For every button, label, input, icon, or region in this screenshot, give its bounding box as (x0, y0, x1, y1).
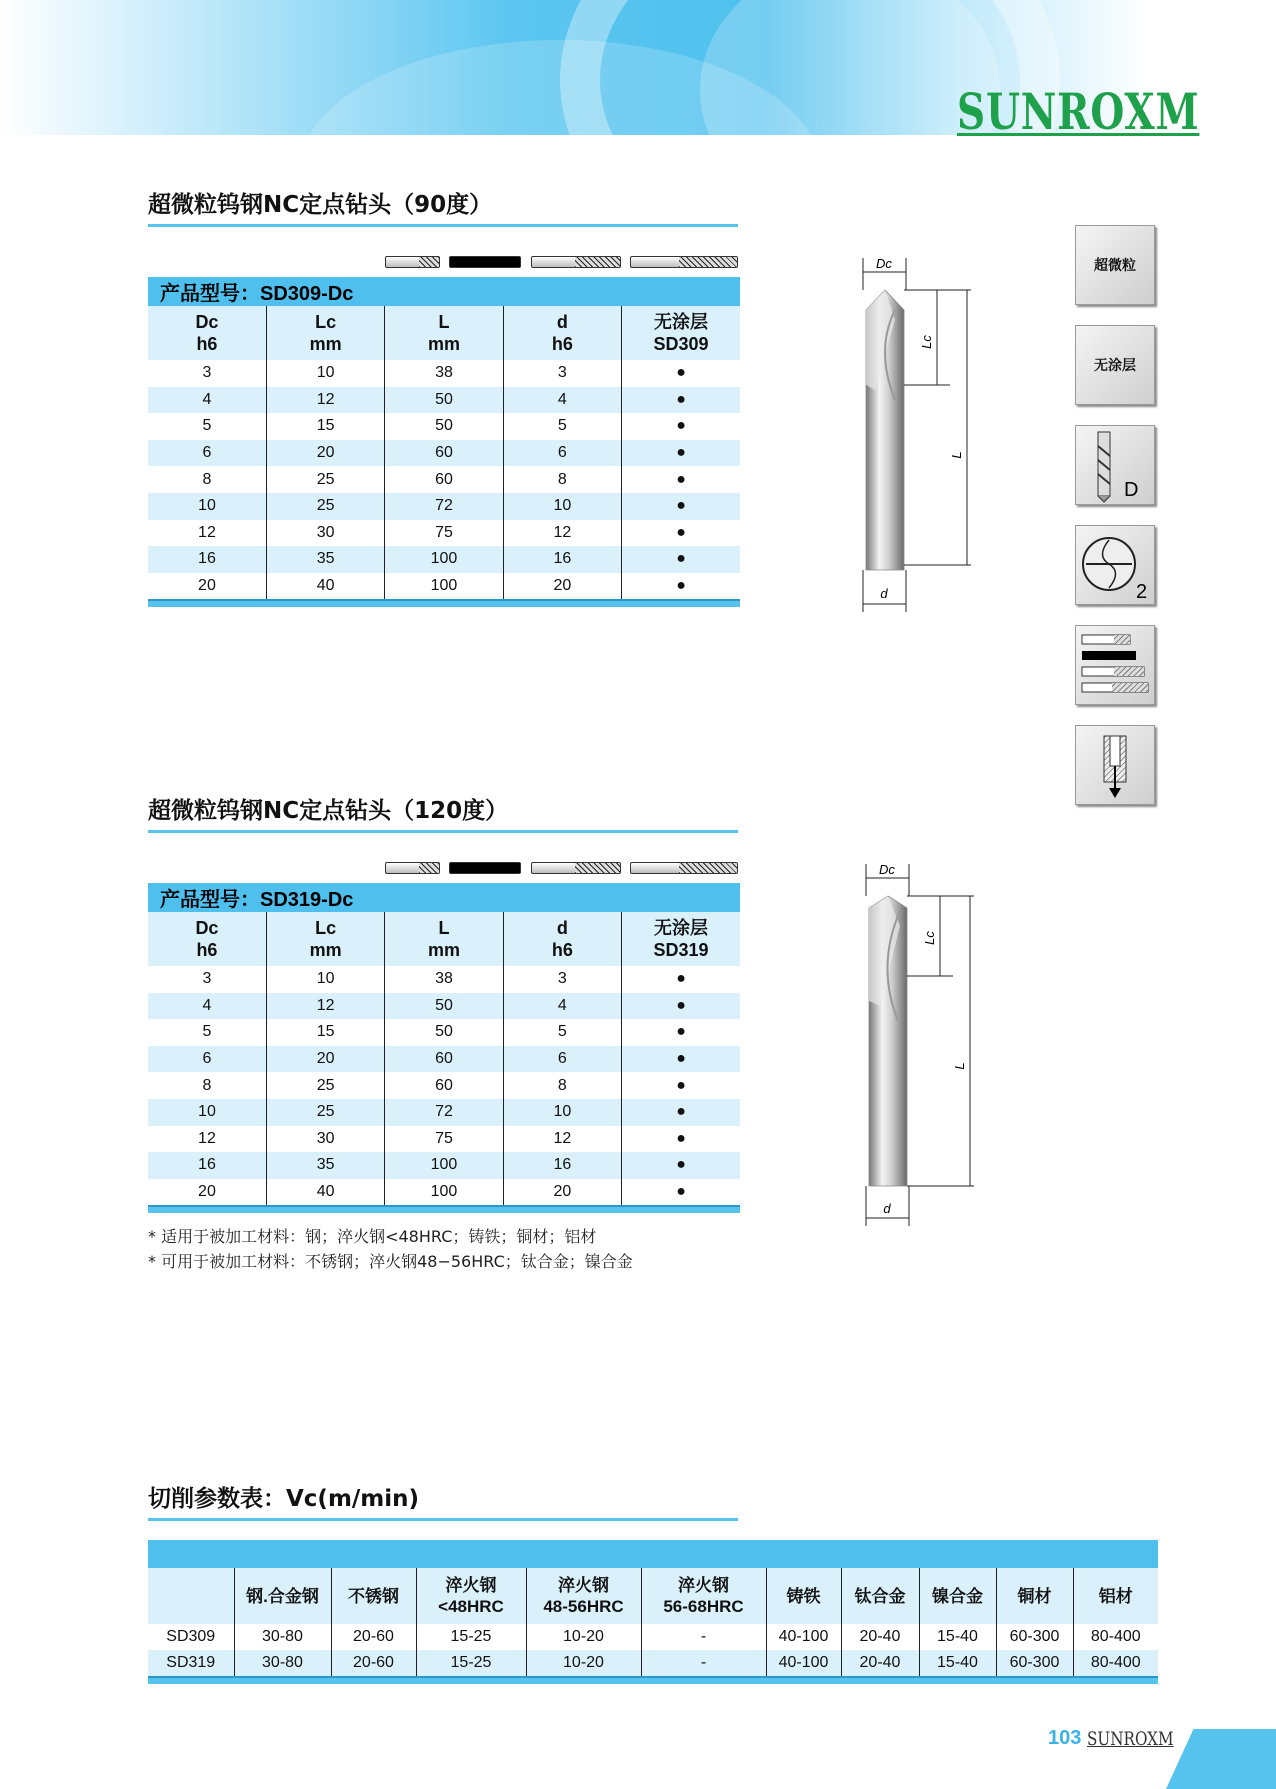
table-cell: 5 (503, 1019, 621, 1046)
table-cell: 20 (503, 573, 621, 600)
table-cell: 25 (266, 466, 384, 493)
table-row (148, 466, 740, 493)
table-cell: 6 (148, 440, 266, 467)
drill-drawing-90 (855, 250, 985, 620)
material-bars (385, 862, 740, 876)
table-cell: 75 (385, 1126, 503, 1153)
table-cell: 4 (148, 993, 266, 1020)
table-cell: 100 (385, 1179, 503, 1206)
material-bars (385, 256, 740, 270)
corner-decoration (1166, 1729, 1276, 1789)
table-cell: 72 (385, 1099, 503, 1126)
column-header: 铸铁 (766, 1568, 841, 1624)
table-cell: 10-20 (526, 1650, 641, 1676)
table-cell: ● (622, 360, 740, 387)
label-d: d (880, 586, 888, 601)
table-cell: 38 (385, 966, 503, 993)
cutting-title: 切削参数表：Vc(m/min) (148, 1486, 420, 1512)
product-table-sd319 (148, 883, 740, 1213)
section-title-120: 超微粒钨钢NC定点钻头（120度） (148, 798, 509, 824)
table-cell: 5 (148, 413, 266, 440)
table-cell: 6 (503, 440, 621, 467)
column-header: 淬火钢 <48HRC (416, 1568, 526, 1624)
column-header: 无涂层 SD319 (622, 912, 740, 966)
table-row (148, 1179, 740, 1206)
column-header: 淬火钢 56-68HRC (641, 1568, 766, 1624)
column-header: 镍合金 (919, 1568, 996, 1624)
table-cell: SD319 (148, 1650, 234, 1676)
title-rule (148, 224, 738, 227)
table-cell: 20-40 (841, 1650, 919, 1676)
table-row (148, 1072, 740, 1099)
table-cell: 20-60 (331, 1650, 416, 1676)
label-l: L (949, 451, 964, 459)
drill-d-icon (1075, 425, 1155, 505)
table-cell: ● (622, 993, 740, 1020)
table-cell: 100 (385, 1152, 503, 1179)
table-cell: 20 (503, 1179, 621, 1206)
title-rule (148, 1518, 738, 1521)
table-row (148, 360, 740, 387)
column-header: 无涂层 SD309 (622, 306, 740, 360)
column-header: d h6 (503, 912, 621, 966)
table-cell: 10 (148, 493, 266, 520)
table-cell: 30-80 (234, 1650, 331, 1676)
table-cell: 10 (266, 360, 384, 387)
column-header: 铝材 (1073, 1568, 1158, 1624)
model-label: 产品型号：SD319-Dc (148, 883, 740, 912)
table-cell: 50 (385, 413, 503, 440)
note-usable: * 可用于被加工材料：不锈钢；淬火钢48−56HRC；钛合金；镍合金 (148, 1252, 633, 1271)
column-header: Dc h6 (148, 306, 266, 360)
title-rule (148, 830, 738, 833)
table-cell: 30 (266, 1126, 384, 1153)
table-cell: ● (622, 1072, 740, 1099)
table-cell: ● (622, 440, 740, 467)
table-cell: 60-300 (996, 1624, 1073, 1650)
table-cell: 6 (148, 1046, 266, 1073)
label-lc: Lc (919, 335, 934, 349)
table-cell: 16 (503, 546, 621, 573)
label-dc: Dc (876, 256, 892, 271)
table-row (148, 1019, 740, 1046)
table-cell: 20 (266, 440, 384, 467)
column-header: 钢.合金钢 (234, 1568, 331, 1624)
table-row (148, 1046, 740, 1073)
table-cell: 8 (148, 1072, 266, 1099)
column-header: 淬火钢 48-56HRC (526, 1568, 641, 1624)
ultra-fine-grain-icon: 超微粒 (1075, 225, 1155, 305)
svg-text:2: 2 (1136, 581, 1148, 603)
table-cell: 16 (148, 546, 266, 573)
column-header: L mm (385, 912, 503, 966)
table-row (148, 520, 740, 547)
table-cell: 12 (503, 520, 621, 547)
page-number: 103 (1048, 1727, 1082, 1749)
table-cell: 10 (503, 493, 621, 520)
table-cell: 25 (266, 1099, 384, 1126)
table-cell: 8 (503, 466, 621, 493)
table-cell: 4 (503, 387, 621, 414)
table-bottom-rule (148, 1676, 1158, 1684)
table-row (148, 493, 740, 520)
table-row (148, 966, 740, 993)
table-cell: 30-80 (234, 1624, 331, 1650)
column-header (148, 1568, 234, 1624)
column-header: L mm (385, 306, 503, 360)
table-cell: 3 (503, 966, 621, 993)
table-cell: ● (622, 493, 740, 520)
label-d: d (883, 1201, 891, 1216)
table-cell: - (641, 1624, 766, 1650)
table-cell: 60 (385, 1072, 503, 1099)
table-cell: 40-100 (766, 1624, 841, 1650)
table-cell: 60 (385, 466, 503, 493)
table-cell: 60 (385, 440, 503, 467)
table-row (148, 1152, 740, 1179)
table-cell: 8 (503, 1072, 621, 1099)
table-cell: 12 (148, 520, 266, 547)
table-cell: - (641, 1650, 766, 1676)
table-cell: 10-20 (526, 1624, 641, 1650)
table-cell: 20 (148, 1179, 266, 1206)
material-bars-icon (1075, 625, 1155, 705)
table-cell: ● (622, 546, 740, 573)
column-header: 不锈钢 (331, 1568, 416, 1624)
table-cell: 100 (385, 546, 503, 573)
table-bottom-rule (148, 1205, 740, 1213)
model-label: 产品型号：SD309-Dc (148, 277, 740, 306)
table-cell: ● (622, 1046, 740, 1073)
table-cell: 3 (503, 360, 621, 387)
drill-drawing-120 (858, 856, 988, 1226)
table-cell: 35 (266, 1152, 384, 1179)
footer-logo: SUNROXM (1087, 1728, 1174, 1750)
table-cell: ● (622, 1126, 740, 1153)
table-cell: 3 (148, 360, 266, 387)
table-cell: ● (622, 573, 740, 600)
table-cell: 15-25 (416, 1650, 526, 1676)
table-cell: ● (622, 1152, 740, 1179)
table-cell: 20 (266, 1046, 384, 1073)
table-cell: 3 (148, 966, 266, 993)
table-cell: 10 (266, 966, 384, 993)
cutting-table (148, 1540, 1158, 1684)
brand-logo: SUNROXM (957, 82, 1200, 141)
label-l: L (952, 1062, 967, 1070)
table-cell: 20-60 (331, 1624, 416, 1650)
table-cell: 35 (266, 546, 384, 573)
drilling-direction-icon (1075, 725, 1155, 805)
table-cell: ● (622, 413, 740, 440)
table-cell: 38 (385, 360, 503, 387)
table-cell: 5 (148, 1019, 266, 1046)
table-cell: ● (622, 1019, 740, 1046)
column-header: 钛合金 (841, 1568, 919, 1624)
table-cell: ● (622, 966, 740, 993)
table-cell: 25 (266, 1072, 384, 1099)
table-row (148, 387, 740, 414)
table-cell: 60 (385, 1046, 503, 1073)
uncoated-icon: 无涂层 (1075, 325, 1155, 405)
table-cell: SD309 (148, 1624, 234, 1650)
column-header: Dc h6 (148, 912, 266, 966)
table-cell: 20-40 (841, 1624, 919, 1650)
table-cell: 12 (266, 993, 384, 1020)
table-cell: 4 (148, 387, 266, 414)
table-row (148, 1650, 1158, 1676)
table-cell: 40 (266, 573, 384, 600)
table-cell: 50 (385, 993, 503, 1020)
table-cell: 72 (385, 493, 503, 520)
label-lc: Lc (922, 931, 937, 945)
table-cell: 6 (503, 1046, 621, 1073)
column-header: Lc mm (266, 912, 384, 966)
table-cell: 12 (503, 1126, 621, 1153)
table-row (148, 993, 740, 1020)
table-cell: 25 (266, 493, 384, 520)
table-bottom-rule (148, 599, 740, 607)
table-row (148, 546, 740, 573)
section-title-90: 超微粒钨钢NC定点钻头（90度） (148, 192, 493, 218)
table-cell: 12 (148, 1126, 266, 1153)
table-cell: ● (622, 1179, 740, 1206)
table-cell: 40-100 (766, 1650, 841, 1676)
column-header: d h6 (503, 306, 621, 360)
note-suitable: * 适用于被加工材料：钢；淬火钢<48HRC；铸铁；铜材；铝材 (148, 1227, 597, 1246)
table-row (148, 1126, 740, 1153)
table-row (148, 440, 740, 467)
table-cell: 16 (503, 1152, 621, 1179)
table-cell: 8 (148, 466, 266, 493)
table-cell: 50 (385, 387, 503, 414)
table-row (148, 1624, 1158, 1650)
table-cell: ● (622, 387, 740, 414)
table-header-row (148, 306, 740, 360)
table-cell: 80-400 (1073, 1624, 1158, 1650)
table-cell: 15-40 (919, 1650, 996, 1676)
table-cell: 10 (503, 1099, 621, 1126)
table-cell: 15-25 (416, 1624, 526, 1650)
table-header-row (148, 1568, 1158, 1624)
table-cell: 50 (385, 1019, 503, 1046)
table-row (148, 1099, 740, 1126)
label-dc: Dc (879, 862, 895, 877)
table-row (148, 413, 740, 440)
column-header: Lc mm (266, 306, 384, 360)
svg-text:D: D (1124, 479, 1139, 501)
table-cell: 15-40 (919, 1624, 996, 1650)
table-cell: 60-300 (996, 1650, 1073, 1676)
table-row (148, 573, 740, 600)
table-cell: 12 (266, 387, 384, 414)
table-header-row (148, 912, 740, 966)
table-cell: ● (622, 520, 740, 547)
product-table-sd309 (148, 277, 740, 607)
table-cell: 10 (148, 1099, 266, 1126)
table-cell: 75 (385, 520, 503, 547)
table-cell: ● (622, 466, 740, 493)
table-cell: 15 (266, 413, 384, 440)
table-cell: 15 (266, 1019, 384, 1046)
two-flute-icon (1075, 525, 1155, 605)
table-cell: 100 (385, 573, 503, 600)
table-cell: ● (622, 1099, 740, 1126)
table-cell: 30 (266, 520, 384, 547)
table-cell: 5 (503, 413, 621, 440)
column-header: 铜材 (996, 1568, 1073, 1624)
table-cell: 4 (503, 993, 621, 1020)
table-cell: 40 (266, 1179, 384, 1206)
table-cell: 20 (148, 573, 266, 600)
table-cell: 80-400 (1073, 1650, 1158, 1676)
table-cell: 16 (148, 1152, 266, 1179)
